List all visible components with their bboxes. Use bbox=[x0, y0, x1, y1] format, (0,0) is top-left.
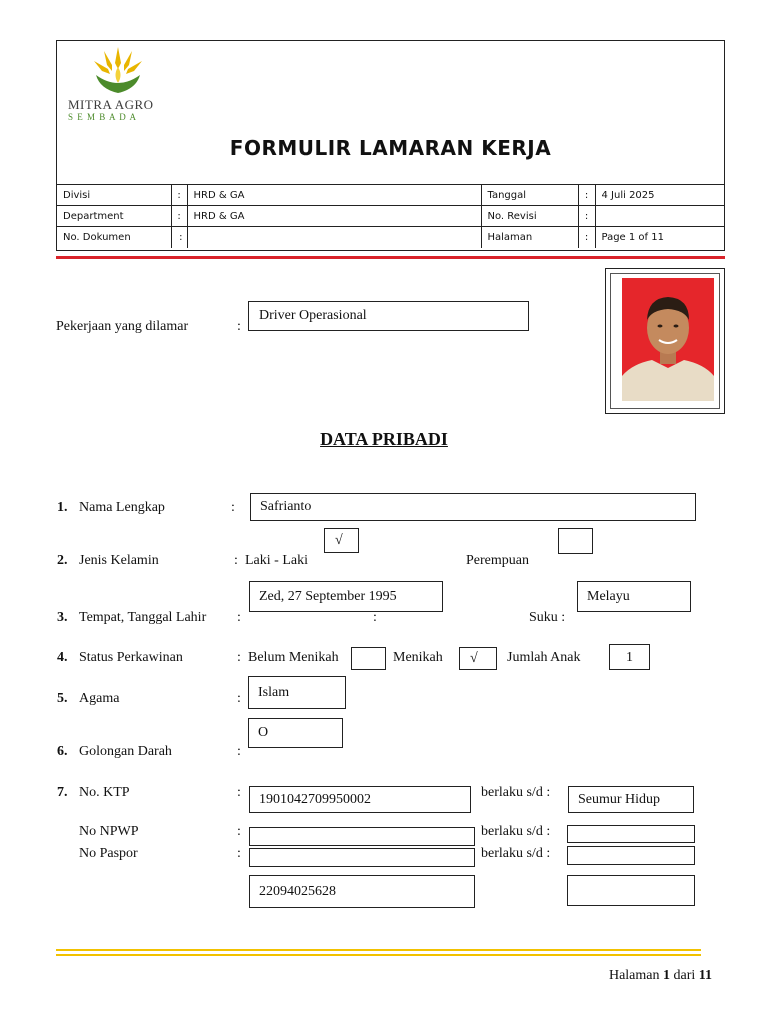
photo-frame bbox=[605, 268, 725, 414]
blood-value: O bbox=[258, 725, 269, 740]
field-number: 5. bbox=[57, 691, 68, 706]
ktp-value: 1901042709950002 bbox=[259, 792, 371, 807]
header-label: Halaman bbox=[481, 227, 578, 248]
header-label: Divisi bbox=[57, 185, 171, 206]
marital-single-checkbox[interactable] bbox=[351, 647, 386, 670]
footer-middle: dari bbox=[673, 968, 696, 983]
job-colon: : bbox=[237, 319, 241, 334]
check-mark: √ bbox=[470, 651, 478, 666]
header-row bbox=[57, 227, 724, 248]
gender-male-checkbox[interactable] bbox=[324, 528, 359, 553]
ktp-colon: : bbox=[237, 785, 241, 800]
field-number: 1. bbox=[57, 500, 68, 515]
children-label: Jumlah Anak bbox=[507, 650, 581, 665]
suku-value: Melayu bbox=[587, 589, 630, 604]
name-colon: : bbox=[231, 500, 235, 515]
marital-married-checkbox[interactable] bbox=[459, 647, 497, 670]
header-value: HRD & GA bbox=[187, 185, 481, 206]
religion-input[interactable] bbox=[248, 676, 346, 709]
extra-input-2[interactable] bbox=[567, 875, 695, 906]
paspor-valid-input[interactable] bbox=[567, 846, 695, 865]
gold-divider bbox=[56, 949, 701, 951]
section-title: DATA PRIBADI bbox=[320, 429, 448, 449]
field-number: 2. bbox=[57, 553, 68, 568]
birth-colon: : bbox=[373, 610, 377, 625]
name-value: Safrianto bbox=[260, 499, 312, 514]
gender-label: Jenis Kelamin bbox=[79, 553, 159, 568]
ktp-input[interactable] bbox=[249, 786, 471, 813]
extra-input[interactable] bbox=[249, 875, 475, 908]
npwp-input[interactable] bbox=[249, 827, 475, 846]
gold-divider bbox=[56, 954, 701, 956]
header-colon: : bbox=[578, 206, 595, 227]
npwp-colon: : bbox=[237, 824, 241, 839]
ktp-valid-value: Seumur Hidup bbox=[578, 792, 661, 807]
header-table bbox=[57, 184, 724, 248]
birth-value: Zed, 27 September 1995 bbox=[259, 589, 397, 604]
logo-line1: MITRA AGRO bbox=[68, 97, 154, 112]
logo-line2: S E M B A D A bbox=[68, 112, 138, 122]
header-label: No. Dokumen bbox=[57, 227, 171, 248]
gender-female-label: Perempuan bbox=[466, 553, 529, 568]
header-colon: : bbox=[578, 185, 595, 206]
children-value: 1 bbox=[626, 650, 633, 665]
paspor-input[interactable] bbox=[249, 848, 475, 867]
footer-prefix: Halaman bbox=[608, 968, 660, 983]
header-colon: : bbox=[171, 227, 187, 248]
photo bbox=[622, 278, 714, 401]
paspor-valid-label: berlaku s/d : bbox=[481, 846, 551, 861]
form-title: FORMULIR LAMARAN KERJA bbox=[229, 136, 552, 160]
form-header bbox=[56, 40, 725, 251]
header-value: Page 1 of 11 bbox=[595, 227, 724, 248]
religion-label: Agama bbox=[79, 691, 120, 706]
field-number: 7. bbox=[57, 785, 68, 800]
children-input[interactable] bbox=[609, 644, 650, 670]
blood-label: Golongan Darah bbox=[79, 744, 172, 759]
header-label: Tanggal bbox=[481, 185, 578, 206]
job-input[interactable] bbox=[248, 301, 529, 331]
religion-value: Islam bbox=[258, 685, 290, 700]
birth-colon: : bbox=[237, 610, 241, 625]
religion-colon: : bbox=[237, 691, 241, 706]
name-label: Nama Lengkap bbox=[79, 500, 165, 515]
header-row bbox=[57, 185, 724, 206]
header-value bbox=[187, 227, 481, 248]
footer-page: 1 bbox=[663, 968, 670, 983]
header-label: No. Revisi bbox=[481, 206, 578, 227]
field-number: 4. bbox=[57, 650, 68, 665]
gender-colon: : bbox=[234, 553, 238, 568]
job-value: Driver Operasional bbox=[259, 308, 367, 323]
header-colon: : bbox=[171, 206, 187, 227]
header-value bbox=[595, 206, 724, 227]
header-value: HRD & GA bbox=[187, 206, 481, 227]
marital-single-label: Belum Menikah bbox=[248, 650, 339, 665]
header-label: Department bbox=[57, 206, 171, 227]
job-label: Pekerjaan yang dilamar bbox=[56, 319, 189, 334]
logo bbox=[65, 45, 175, 125]
birth-input[interactable] bbox=[249, 581, 443, 612]
paspor-colon: : bbox=[237, 846, 241, 861]
suku-label: Suku : bbox=[529, 610, 566, 625]
gender-female-checkbox[interactable] bbox=[558, 528, 593, 554]
field-number: 3. bbox=[57, 610, 68, 625]
npwp-valid-label: berlaku s/d : bbox=[481, 824, 551, 839]
suku-input[interactable] bbox=[577, 581, 691, 612]
header-value: 4 Juli 2025 bbox=[595, 185, 724, 206]
marital-label: Status Perkawinan bbox=[79, 650, 183, 665]
marital-colon: : bbox=[237, 650, 241, 665]
check-mark: √ bbox=[335, 533, 343, 548]
footer-total: 11 bbox=[698, 968, 712, 983]
red-divider bbox=[56, 256, 725, 259]
name-input[interactable] bbox=[250, 493, 696, 521]
header-colon: : bbox=[578, 227, 595, 248]
npwp-label: No NPWP bbox=[79, 824, 139, 839]
page-footer bbox=[560, 968, 712, 984]
ktp-label: No. KTP bbox=[79, 785, 130, 800]
marital-married-label: Menikah bbox=[393, 650, 443, 665]
gender-male-label: Laki - Laki bbox=[245, 553, 308, 568]
blood-input[interactable] bbox=[248, 718, 343, 748]
ktp-valid-label: berlaku s/d : bbox=[481, 785, 551, 800]
npwp-valid-input[interactable] bbox=[567, 825, 695, 843]
ktp-valid-input[interactable] bbox=[568, 786, 694, 813]
header-colon: : bbox=[171, 185, 187, 206]
field-number: 6. bbox=[57, 744, 68, 759]
paspor-label: No Paspor bbox=[79, 846, 138, 861]
header-row bbox=[57, 206, 724, 227]
blood-colon: : bbox=[237, 744, 241, 759]
extra-value: 22094025628 bbox=[259, 884, 336, 899]
birth-label: Tempat, Tanggal Lahir bbox=[79, 610, 207, 625]
logo-icon bbox=[90, 45, 146, 97]
